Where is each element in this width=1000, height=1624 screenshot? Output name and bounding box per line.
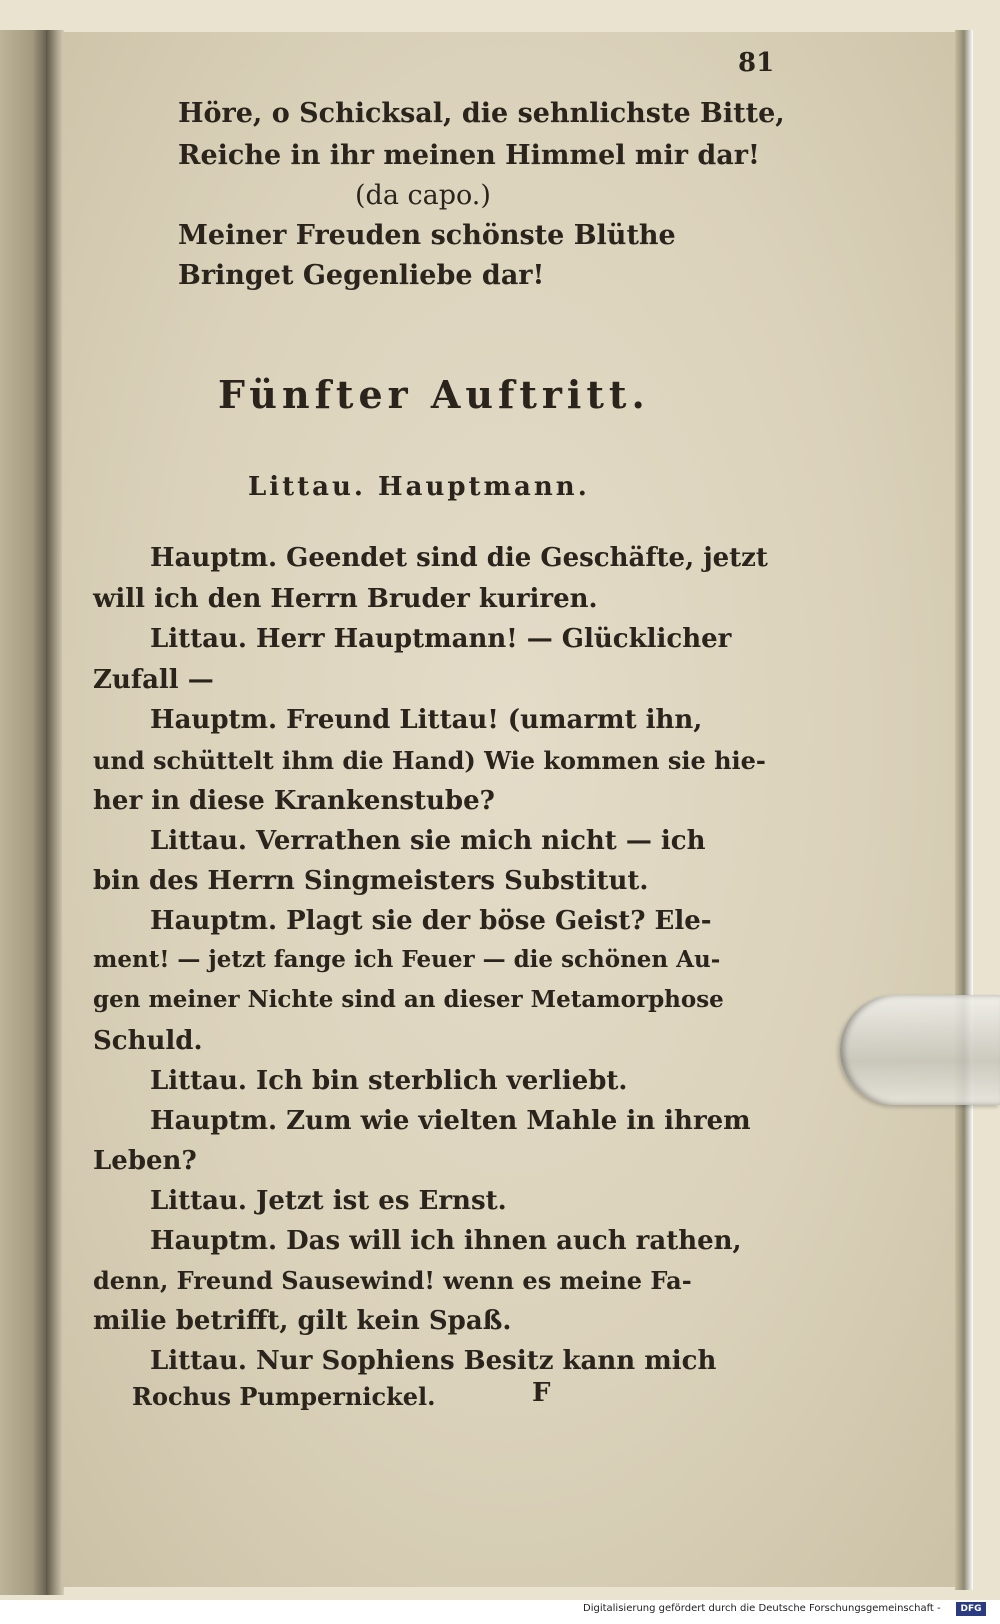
dialogue-line: Littau. Nur Sophiens Besitz kann mich <box>150 1346 717 1376</box>
previous-page-edge <box>0 30 48 1595</box>
signature-mark: F <box>532 1378 551 1408</box>
page-clip <box>840 995 1000 1105</box>
dialogue-line: Schuld. <box>93 1026 203 1056</box>
dialogue-line: will ich den Herrn Bruder kuriren. <box>93 584 598 614</box>
dialogue-line: milie betrifft, gilt kein Spaß. <box>93 1306 512 1336</box>
dialogue-line: Hauptm. Geendet sind die Geschäfte, jetzt <box>150 543 768 573</box>
dialogue-line: Littau. Ich bin sterblich verliebt. <box>150 1066 628 1096</box>
scene-personae: Littau. Hauptmann. <box>248 472 590 502</box>
dialogue-line: Zufall — <box>93 665 214 695</box>
dialogue-line: bin des Herrn Singmeisters Substitut. <box>93 866 649 896</box>
dfg-logo: DFG <box>956 1602 986 1616</box>
dialogue-line: ment! — jetzt fange ich Feuer — die schönen Au- <box>93 946 721 973</box>
dialogue-line: Littau. Verrathen sie mich nicht — ich <box>150 826 706 856</box>
verse-line: Reiche in ihr meinen Himmel mir dar! <box>178 140 760 171</box>
dialogue-line: Littau. Jetzt ist es Ernst. <box>150 1186 507 1216</box>
verse-line: Meiner Freuden schönste Blüthe <box>178 220 676 251</box>
verse-stage-direction: (da capo.) <box>355 180 491 211</box>
dialogue-line: Hauptm. Plagt sie der böse Geist? Ele- <box>150 906 712 936</box>
dialogue-line: Littau. Herr Hauptmann! — Glücklicher <box>150 624 732 654</box>
dialogue-line: Leben? <box>93 1146 197 1176</box>
dialogue-line: denn, Freund Sausewind! wenn es meine Fa- <box>93 1266 692 1295</box>
page-edge-right <box>955 30 973 1590</box>
scene-title: Fünfter Auftritt. <box>218 372 650 417</box>
dialogue-line: her in diese Krankenstube? <box>93 786 495 816</box>
verse-line: Höre, o Schicksal, die sehnlichste Bitte, <box>178 98 785 129</box>
dialogue-line: Hauptm. Freund Littau! (umarmt ihn, <box>150 705 703 735</box>
digitization-credit: Digitalisierung gefördert durch die Deutsche Forschungsgemeinschaft - <box>583 1603 941 1614</box>
dialogue-line: gen meiner Nichte sind an dieser Metamorphose <box>93 986 724 1013</box>
dialogue-line: Hauptm. Das will ich ihnen auch rathen, <box>150 1226 742 1256</box>
running-footer-title: Rochus Pumpernickel. <box>132 1382 436 1411</box>
dialogue-line: Hauptm. Zum wie vielten Mahle in ihrem <box>150 1106 751 1136</box>
page-number: 81 <box>738 48 775 78</box>
verse-line: Bringet Gegenliebe dar! <box>178 260 545 291</box>
dialogue-line: und schüttelt ihm die Hand) Wie kommen sie hie- <box>93 746 766 775</box>
